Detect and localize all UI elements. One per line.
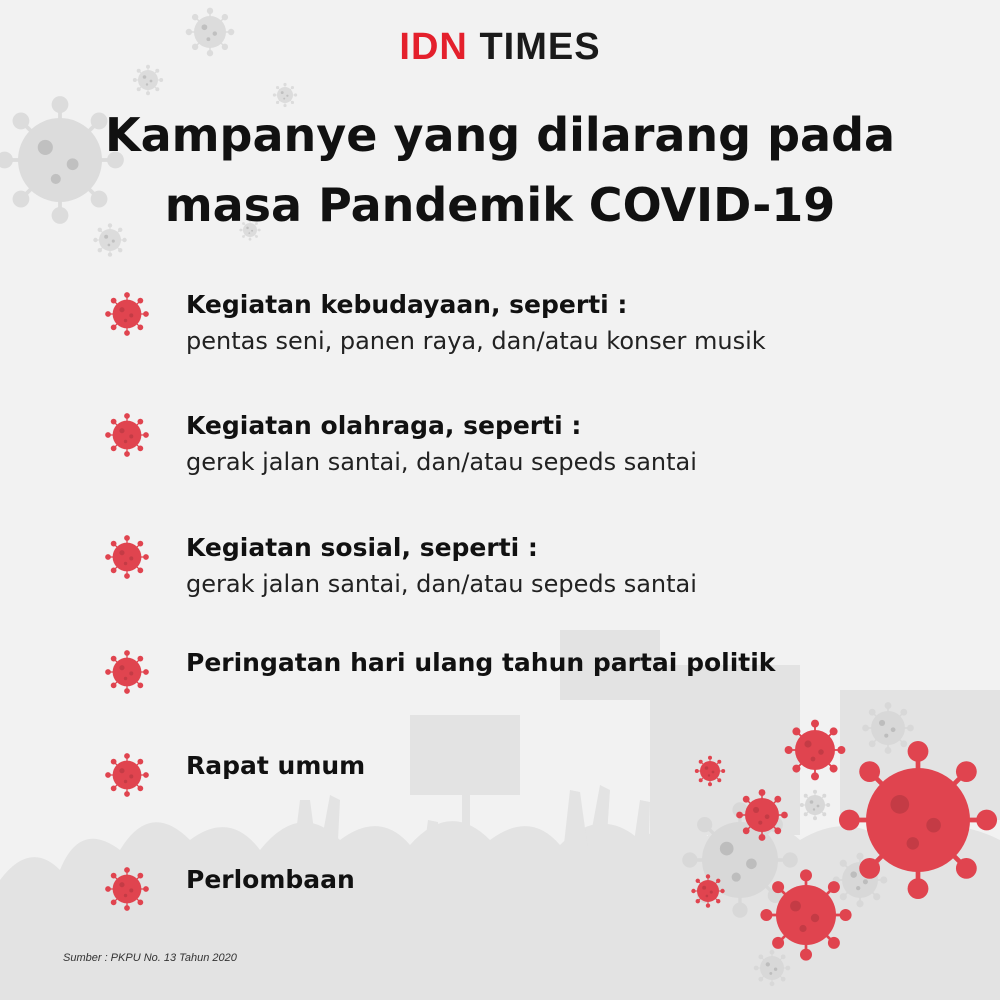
logo-name: TIMES [479,26,601,68]
page-title [0,100,1000,240]
title-line-2: masa Pandemik COVID-19 [164,178,836,232]
virus-icon [104,649,150,695]
item-heading: Rapat umum [186,751,366,780]
item-detail: gerak jalan santai, dan/atau sepeds santai [186,570,697,598]
item-heading: Kegiatan olahraga, seperti : [186,411,582,440]
virus-icon [104,412,150,458]
virus-icon [104,534,150,580]
item-heading: Kegiatan kebudayaan, seperti : [186,290,628,319]
title-line-1: Kampanye yang dilarang pada [104,108,896,162]
item-heading: Perlombaan [186,865,355,894]
virus-icon [104,866,150,912]
item-heading: Kegiatan sosial, seperti : [186,533,538,562]
virus-icon [104,291,150,337]
item-detail: gerak jalan santai, dan/atau sepeds santai [186,448,697,476]
logo-brand: IDN [399,26,468,68]
item-heading: Peringatan hari ulang tahun partai politik [186,648,776,677]
idn-times-logo [0,26,1000,69]
item-detail: pentas seni, panen raya, dan/atau konser musik [186,327,766,355]
source-note: Sumber : PKPU No. 13 Tahun 2020 [63,952,237,964]
virus-icon [104,752,150,798]
